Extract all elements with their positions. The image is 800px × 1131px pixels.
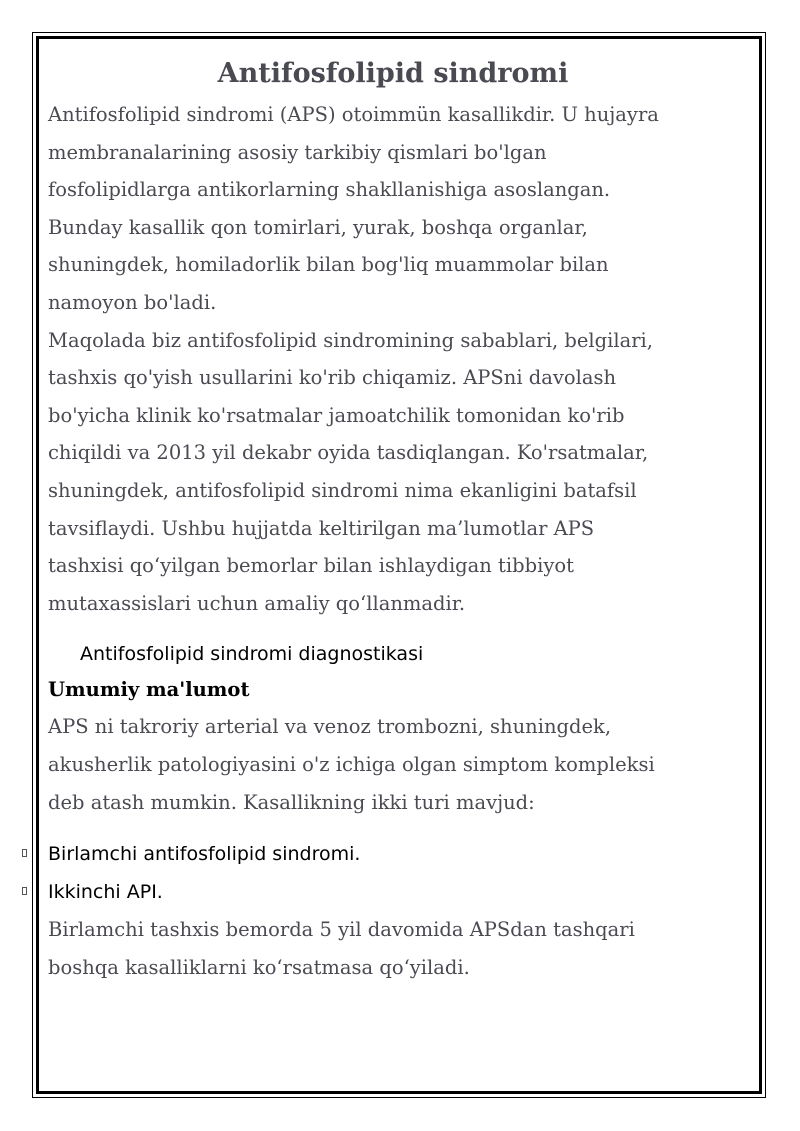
list-item bbox=[48, 873, 738, 911]
text-line: chiqildi va 2013 yil dekabr oyida tasdiqlangan. Ko'rsatmalar, bbox=[48, 441, 649, 465]
text-line: boshqa kasalliklarni ko‘rsatmasa qo‘yiladi. bbox=[48, 955, 470, 979]
list-item-text: Birlamchi antifosfolipid sindromi. bbox=[48, 843, 361, 866]
text-line: tavsiflaydi. Ushbu hujjatda keltirilgan ma’lumotlar APS bbox=[48, 516, 595, 540]
section-heading: Antifosfolipid sindromi diagnostikasi bbox=[80, 643, 424, 666]
bullet-icon bbox=[22, 849, 27, 857]
text-line: APS ni takroriy arterial va venoz trombozni, shuningdek, bbox=[48, 715, 612, 739]
text-line: Maqolada biz antifosfolipid sindromining sabablari, belgilari, bbox=[48, 328, 653, 352]
general-info-paragraph bbox=[48, 708, 738, 821]
list-item-text: Ikkinchi API. bbox=[48, 881, 163, 904]
bullet-icon bbox=[22, 887, 27, 895]
types-list bbox=[48, 835, 738, 911]
text-line: tashxis qo'yish usullarini ko'rib chiqamiz. APSni davolash bbox=[48, 366, 617, 390]
text-line: tashxisi qo‘yilgan bemorlar bilan ishlaydigan tibbiyot bbox=[48, 554, 574, 578]
text-line: shuningdek, antifosfolipid sindromi nima ekanligini batafsil bbox=[48, 478, 637, 502]
text-line: Antifosfolipid sindromi (APS) otoimmün kasallikdir. U hujayra bbox=[48, 103, 659, 126]
document-content bbox=[48, 52, 738, 986]
text-line: bo'yicha klinik ko'rsatmalar jamoatchilik tomonidan ko'rib bbox=[48, 403, 625, 427]
text-line: membranalarining asosiy tarkibiy qismlari bo'lgan bbox=[48, 140, 547, 164]
intro-paragraph-2 bbox=[48, 322, 738, 623]
general-info-heading: Umumiy ma'lumot bbox=[48, 678, 250, 702]
text-line: akusherlik patologiyasini o'z ichiga olgan simptom kompleksi bbox=[48, 752, 655, 776]
text-line: Bunday kasallik qon tomirlari, yurak, boshqa organlar, bbox=[48, 215, 588, 239]
text-line: mutaxassislari uchun amaliy qo‘llanmadir. bbox=[48, 591, 466, 615]
text-line: namoyon bo'ladi. bbox=[48, 290, 217, 314]
document-title: Antifosfolipid sindromi bbox=[217, 58, 569, 89]
intro-paragraph-1 bbox=[48, 96, 738, 322]
list-item bbox=[48, 835, 738, 873]
text-line: Birlamchi tashxis bemorda 5 yil davomida APSdan tashqari bbox=[48, 918, 635, 942]
closing-paragraph bbox=[48, 911, 738, 986]
text-line: shuningdek, homiladorlik bilan bog'liq muammolar bilan bbox=[48, 253, 609, 277]
text-line: fosfolipidlarga antikorlarning shakllanishiga asoslangan. bbox=[48, 178, 611, 202]
text-line: deb atash mumkin. Kasallikning ikki turi mavjud: bbox=[48, 790, 535, 814]
